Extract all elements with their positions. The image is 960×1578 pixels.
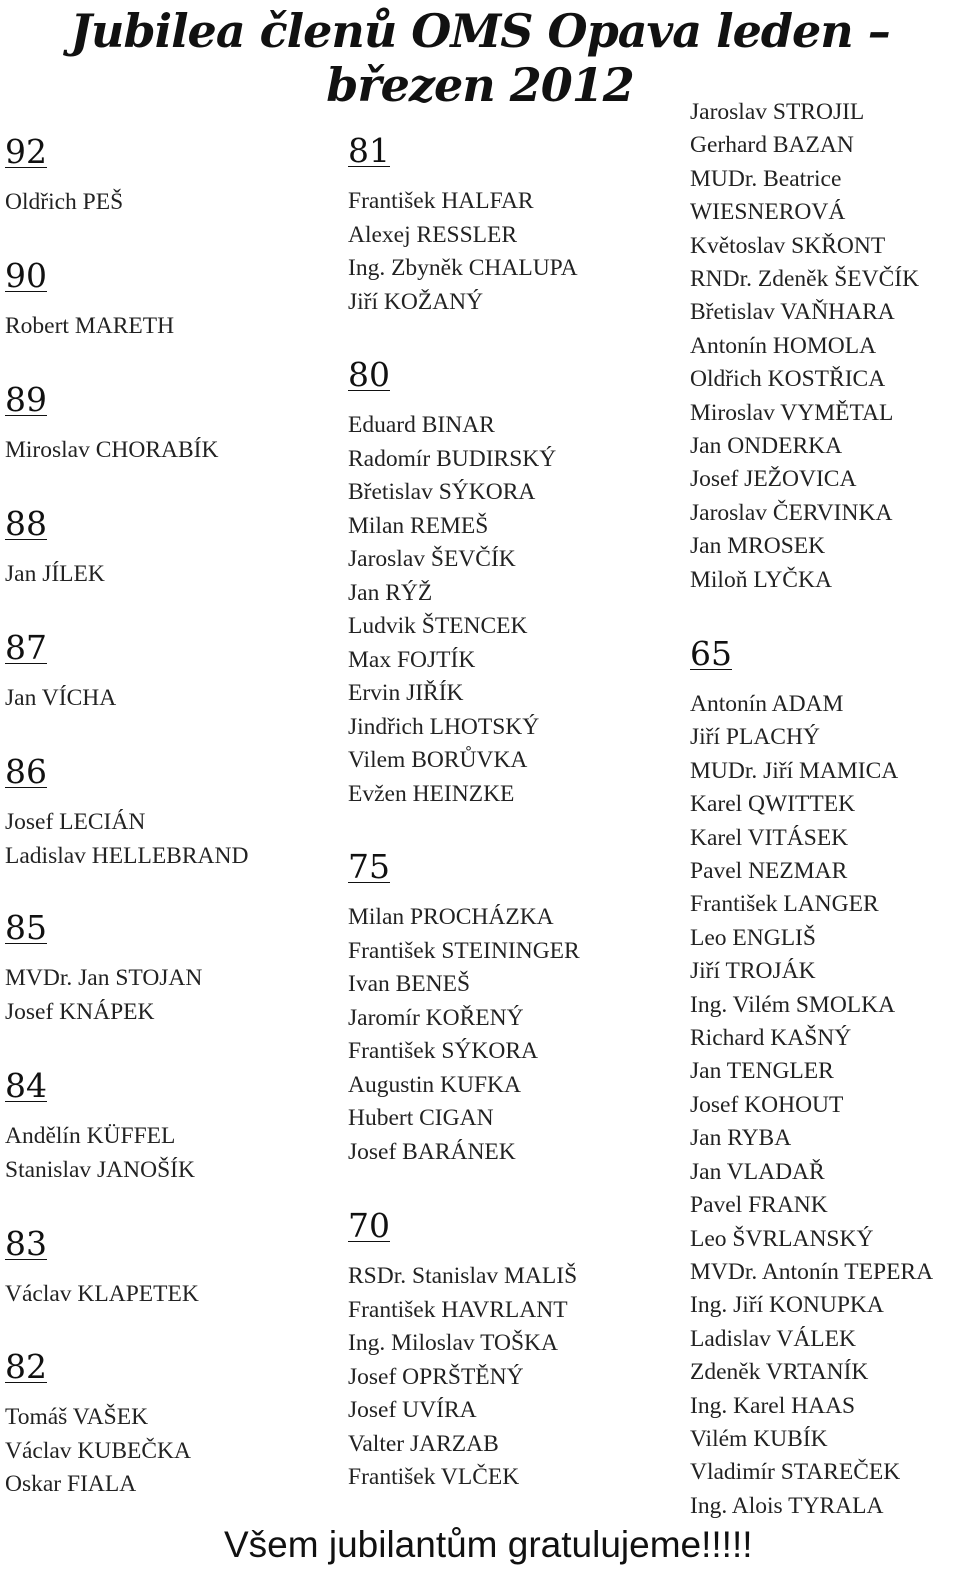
age-heading: 88 xyxy=(5,504,47,543)
jubilee-name: Břetislav SÝKORA xyxy=(348,479,536,505)
jubilee-name: Miroslav CHORABÍK xyxy=(5,437,219,463)
age-group-85 xyxy=(5,910,202,1029)
jubilee-name: Jan RÝŽ xyxy=(348,579,433,606)
age-group-65 xyxy=(690,636,933,1523)
age-heading: 80 xyxy=(348,355,390,394)
jubilee-name: Milan REMEŠ xyxy=(348,512,489,539)
jubilee-name: Jan TENGLER xyxy=(690,1058,834,1085)
age-heading: 70 xyxy=(348,1206,390,1245)
jubilee-name: František VLČEK xyxy=(348,1464,520,1490)
age-group-92 xyxy=(5,134,123,220)
jubilee-name: Miloň LYČKA xyxy=(690,566,832,593)
jubilee-name: František LANGER xyxy=(690,891,879,918)
jubilee-name: Jan VÍCHA xyxy=(5,685,117,711)
jubilee-name: Květoslav SKŘONT xyxy=(690,232,886,259)
jubilee-name: Oldřich KOSTŘICA xyxy=(690,366,886,393)
jubilee-name: Josef OPRŠTĚNÝ xyxy=(348,1363,524,1390)
jubilee-name: Ing. Vilém SMOLKA xyxy=(690,991,896,1018)
jubilee-name: Leo ŠVRLANSKÝ xyxy=(690,1225,874,1252)
jubilee-name: Oldřich PEŠ xyxy=(5,189,124,215)
jubilee-name: Josef LECIÁN xyxy=(5,809,146,835)
jubilee-name: Josef JEŽOVICA xyxy=(690,466,857,493)
age-group-84 xyxy=(5,1068,195,1187)
jubilee-name: Robert MARETH xyxy=(5,313,175,339)
jubilee-name: MUDr. Beatrice xyxy=(690,165,842,192)
jubilee-name: Ivan BENEŠ xyxy=(348,971,471,997)
jubilee-name: WIESNEROVÁ xyxy=(690,199,846,226)
jubilee-name: Jaromír KOŘENÝ xyxy=(348,1004,524,1031)
age-group-89 xyxy=(5,382,218,468)
age-group-83 xyxy=(5,1226,199,1312)
jubilee-name: Richard KAŠNÝ xyxy=(690,1025,852,1052)
jubilee-name: MUDr. Jiří MAMICA xyxy=(690,757,899,784)
jubilee-name: Oskar FIALA xyxy=(5,1471,137,1497)
age-group-70 xyxy=(348,1208,577,1495)
jubilee-name: Eduard BINAR xyxy=(348,412,495,438)
jubilee-name: Václav KUBEČKA xyxy=(5,1437,192,1464)
jubilee-name: Jan ONDERKA xyxy=(690,433,843,460)
age-heading: 84 xyxy=(5,1066,47,1105)
age-group-82 xyxy=(5,1349,191,1502)
age-group-81 xyxy=(348,133,578,319)
age-heading: 82 xyxy=(5,1347,47,1386)
jubilee-name: Ervin JIŘÍK xyxy=(348,680,464,706)
age-group-86 xyxy=(5,754,248,873)
age-heading: 65 xyxy=(690,634,732,673)
jubilee-name: Vilem BORŮVKA xyxy=(348,747,528,773)
jubilee-name: Hubert CIGAN xyxy=(348,1105,494,1131)
jubilee-name: Josef KNÁPEK xyxy=(5,998,155,1025)
jubilee-name: Ing. Jiří KONUPKA xyxy=(690,1292,884,1319)
jubilee-name: Antonín HOMOLA xyxy=(690,332,877,359)
jubilee-name: Pavel NEZMAR xyxy=(690,858,848,885)
age-heading: 92 xyxy=(5,132,47,171)
age-group-90 xyxy=(5,258,174,344)
jubilee-name: Valter JARZAB xyxy=(348,1430,499,1457)
jubilee-name: Ladislav VÁLEK xyxy=(690,1325,856,1352)
jubilee-name: Vladimír STAREČEK xyxy=(690,1459,901,1486)
jubilee-name: RSDr. Stanislav MALIŠ xyxy=(348,1263,578,1289)
jubilee-name: Tomáš VAŠEK xyxy=(5,1404,149,1430)
jubilee-name: Karel VITÁSEK xyxy=(690,824,849,851)
jubilee-name: Andělín KÜFFEL xyxy=(5,1123,176,1149)
jubilee-name: Ing. Karel HAAS xyxy=(690,1392,856,1419)
jubilee-name: Vilém KUBÍK xyxy=(690,1425,828,1452)
jubilee-name: Miroslav VYMĚTAL xyxy=(690,399,894,426)
page-title: Jubilea členů OMS Opava leden – březen 2012 xyxy=(70,4,890,112)
age-heading: 85 xyxy=(5,908,47,947)
jubilee-name: František HALFAR xyxy=(348,188,534,214)
age-group-87 xyxy=(5,630,116,716)
jubilee-name: Karel QWITTEK xyxy=(690,791,856,818)
age-group-80 xyxy=(348,357,556,811)
jubilee-name: Jaroslav ŠEVČÍK xyxy=(348,546,516,572)
jubilee-name: Josef UVÍRA xyxy=(348,1397,477,1423)
jubilee-name: František SÝKORA xyxy=(348,1038,538,1064)
jubilee-name: Pavel FRANK xyxy=(690,1192,828,1219)
jubilee-name: Jiří PLACHÝ xyxy=(690,724,820,751)
jubilee-name: Zdeněk VRTANÍK xyxy=(690,1359,869,1386)
jubilee-name: Ing. Zbyněk CHALUPA xyxy=(348,255,578,281)
jubilee-name: Jiří TROJÁK xyxy=(690,958,816,985)
jubilee-name: Antonín ADAM xyxy=(690,691,844,717)
jubilee-name: Jaroslav ČERVINKA xyxy=(690,499,893,526)
jubilee-name: Ludvik ŠTENCEK xyxy=(348,613,528,639)
jubilee-name: Jan RYBA xyxy=(690,1125,792,1152)
age-heading: 83 xyxy=(5,1224,47,1263)
age-heading: 81 xyxy=(348,131,390,170)
jubilee-name: Břetislav VAŇHARA xyxy=(690,299,895,326)
age-heading: 75 xyxy=(348,847,390,886)
jubilee-name: Evžen HEINZKE xyxy=(348,780,515,807)
jubilee-name: Leo ENGLIŠ xyxy=(690,924,816,951)
jubilee-name: Jindřich LHOTSKÝ xyxy=(348,713,540,740)
jubilee-name: Gerhard BAZAN xyxy=(690,132,854,159)
jubilee-name: Max FOJTÍK xyxy=(348,646,476,673)
jubilee-name: Milan PROCHÁZKA xyxy=(348,904,554,930)
jubilee-name: František STEININGER xyxy=(348,937,580,964)
age-heading: 89 xyxy=(5,380,47,419)
jubilee-name: Augustin KUFKA xyxy=(348,1071,522,1098)
age-heading: 86 xyxy=(5,752,47,791)
age-group-75 xyxy=(348,849,580,1169)
jubilee-name: František HAVRLANT xyxy=(348,1296,568,1323)
jubilee-name: Jan VLADAŘ xyxy=(690,1158,825,1185)
age-group-70-continued xyxy=(690,96,919,597)
jubilee-name: Jaroslav STROJIL xyxy=(690,99,865,125)
jubilee-name: MVDr. Antonín TEPERA xyxy=(690,1258,934,1285)
jubilee-name: Josef KOHOUT xyxy=(690,1091,844,1118)
jubilee-name: Radomír BUDIRSKÝ xyxy=(348,445,557,472)
jubilee-name: Václav KLAPETEK xyxy=(5,1281,199,1307)
jubilee-name: Ladislav HELLEBRAND xyxy=(5,842,249,869)
age-group-88 xyxy=(5,506,105,592)
jubilee-name: RNDr. Zdeněk ŠEVČÍK xyxy=(690,266,920,293)
jubilee-name: Jan JÍLEK xyxy=(5,561,105,587)
jubilee-name: Jan MROSEK xyxy=(690,533,826,560)
jubilee-name: Stanislav JANOŠÍK xyxy=(5,1156,195,1183)
age-heading: 90 xyxy=(5,256,47,295)
jubilee-name: Ing. Alois TYRALA xyxy=(690,1492,884,1519)
congratulations-footer: Všem jubilantům gratulujeme!!!!! xyxy=(224,1524,753,1565)
jubilee-name: Ing. Miloslav TOŠKA xyxy=(348,1330,558,1356)
jubilee-name: Jiří KOŽANÝ xyxy=(348,288,484,315)
jubilee-name: Alexej RESSLER xyxy=(348,221,518,248)
jubilee-name: Josef BARÁNEK xyxy=(348,1138,516,1165)
jubilee-name: MVDr. Jan STOJAN xyxy=(5,965,203,991)
age-heading: 87 xyxy=(5,628,47,667)
